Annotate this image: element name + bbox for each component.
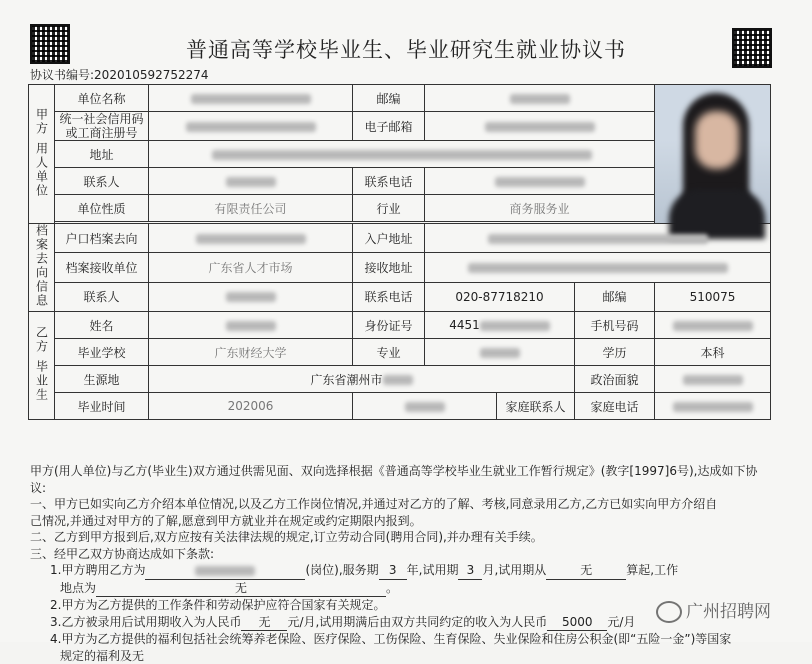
unit-nature-label: 单位性质	[55, 195, 149, 222]
clause-3-4: 4.甲方为乙方提供的福利包括社会统筹养老保险、医疗保险、工伤保险、生育保险、失业保险和住房公积金(即“五险一金”)等国家	[30, 631, 772, 648]
clause-1b: 己情况,并通过对甲方的了解,愿意到甲方就业并在规定或约定期限内报到。	[30, 513, 772, 530]
school-label: 毕业学校	[55, 339, 149, 366]
clause-3-4b: 规定的福利及无	[30, 648, 772, 664]
applicant-photo	[655, 85, 771, 224]
credit-code-value	[149, 112, 353, 141]
probation-income: 无	[241, 614, 287, 632]
service-years: 3	[379, 562, 407, 580]
degree-label: 学历	[575, 339, 655, 366]
receive-address-value	[425, 253, 771, 282]
unit-name-label: 单位名称	[55, 85, 149, 112]
work-place: 地点为 无 。	[30, 580, 772, 598]
major-label: 专业	[353, 339, 425, 366]
archive-receiver-label: 档案接收单位	[55, 253, 149, 282]
clause-3-2: 2.甲方为乙方提供的工作条件和劳动保护应符合国家有关规定。	[30, 597, 772, 614]
family-phone-value	[655, 393, 771, 420]
archive-postcode-label: 邮编	[575, 282, 655, 311]
origin-value: 广东省潮州市	[149, 366, 575, 393]
clause-3-1: 1.甲方聘用乙方为 (岗位),服务期 3 年,试用期 3 月,试用期从 无 算起,工作	[30, 562, 772, 580]
mobile-label: 手机号码	[575, 312, 655, 339]
industry-label: 行业	[353, 195, 425, 222]
receive-address-label: 接收地址	[353, 253, 425, 282]
party-a-phone-value	[425, 168, 655, 195]
address-value	[149, 141, 655, 168]
archive-phone-label: 联系电话	[353, 282, 425, 311]
grad-time-label: 毕业时间	[55, 393, 149, 420]
address-label: 地址	[55, 141, 149, 168]
family-contact-label: 家庭联系人	[497, 393, 575, 420]
clause-3: 三、经甲乙双方协商达成如下条款:	[30, 546, 772, 563]
family-contact-value	[353, 393, 497, 420]
archive-postcode-value: 510075	[655, 282, 771, 311]
email-value	[425, 112, 655, 141]
origin-label: 生源地	[55, 366, 149, 393]
work-place-value: 无	[96, 580, 386, 598]
agreement-number-label: 协议书编号:	[30, 68, 94, 82]
degree-value: 本科	[655, 339, 771, 366]
agreement-number-value: 202010592752274	[94, 68, 209, 82]
agreement-body	[30, 463, 772, 664]
probation-from: 无	[546, 562, 626, 580]
intro-text: 甲方(用人单位)与乙方(毕业生)双方通过供需见面、双向选择根据《普通高等学校毕业生就业工作暂行规定》(教字[1997]6号),达成如下协议:	[30, 463, 772, 496]
party-a-contact-label: 联系人	[55, 168, 149, 195]
clause-1a: 一、甲方已如实向乙方介绍本单位情况,以及乙方工作岗位情况,并通过对乙方的了解、考核,同意录用乙方,乙方已如实向甲方介绍自	[30, 496, 772, 513]
postcode-value	[425, 85, 655, 112]
clause-3-3: 3.乙方被录用后试用期收入为人民币 无 元/月,试用期满后由双方共同约定的收入为人民币 5000 元/月	[30, 614, 772, 632]
hukou-value	[149, 224, 353, 253]
id-number-label: 身份证号	[353, 312, 425, 339]
school-value: 广东财经大学	[149, 339, 353, 366]
id-number-value: 4451	[425, 312, 575, 339]
credit-code-label: 统一社会信用码或工商注册号	[55, 112, 149, 141]
political-value	[655, 366, 771, 393]
agreement-number	[30, 66, 209, 83]
clause-2: 二、乙方到甲方报到后,双方应按有关法律法规的规定,订立劳动合同(聘用合同),并办理有关手续。	[30, 529, 772, 546]
party-a-side: 甲方 用人单位	[29, 85, 55, 224]
industry-value: 商务服务业	[425, 195, 655, 222]
archive-receiver-value: 广东省人才市场	[149, 253, 353, 282]
unit-nature-value: 有限责任公司	[149, 195, 353, 222]
probation-months: 3	[458, 562, 482, 580]
hukou-label: 户口档案去向	[55, 224, 149, 253]
party-b-side: 乙方 毕业生	[29, 312, 55, 420]
document-title: 普通高等学校毕业生、毕业研究生就业协议书	[0, 34, 812, 64]
watermark: 广州招聘网	[656, 597, 771, 623]
student-name-value	[149, 312, 353, 339]
major-value	[425, 339, 575, 366]
email-label: 电子邮箱	[353, 112, 425, 141]
agreement-table	[28, 84, 771, 420]
archive-side: 档案去向信息	[29, 224, 55, 312]
grad-time-value: 202006	[149, 393, 353, 420]
student-name-label: 姓名	[55, 312, 149, 339]
party-a-contact-value	[149, 168, 353, 195]
party-a-phone-label: 联系电话	[353, 168, 425, 195]
mobile-value	[655, 312, 771, 339]
archive-contact-value	[149, 282, 353, 311]
political-label: 政治面貌	[575, 366, 655, 393]
archive-contact-label: 联系人	[55, 282, 149, 311]
hukou-address-label: 入户地址	[353, 224, 425, 253]
archive-phone-value: 020-87718210	[425, 282, 575, 311]
wechat-icon	[656, 601, 682, 623]
regular-income: 5000	[547, 614, 607, 632]
unit-name-value	[149, 85, 353, 112]
postcode-label: 邮编	[353, 85, 425, 112]
family-phone-label: 家庭电话	[575, 393, 655, 420]
